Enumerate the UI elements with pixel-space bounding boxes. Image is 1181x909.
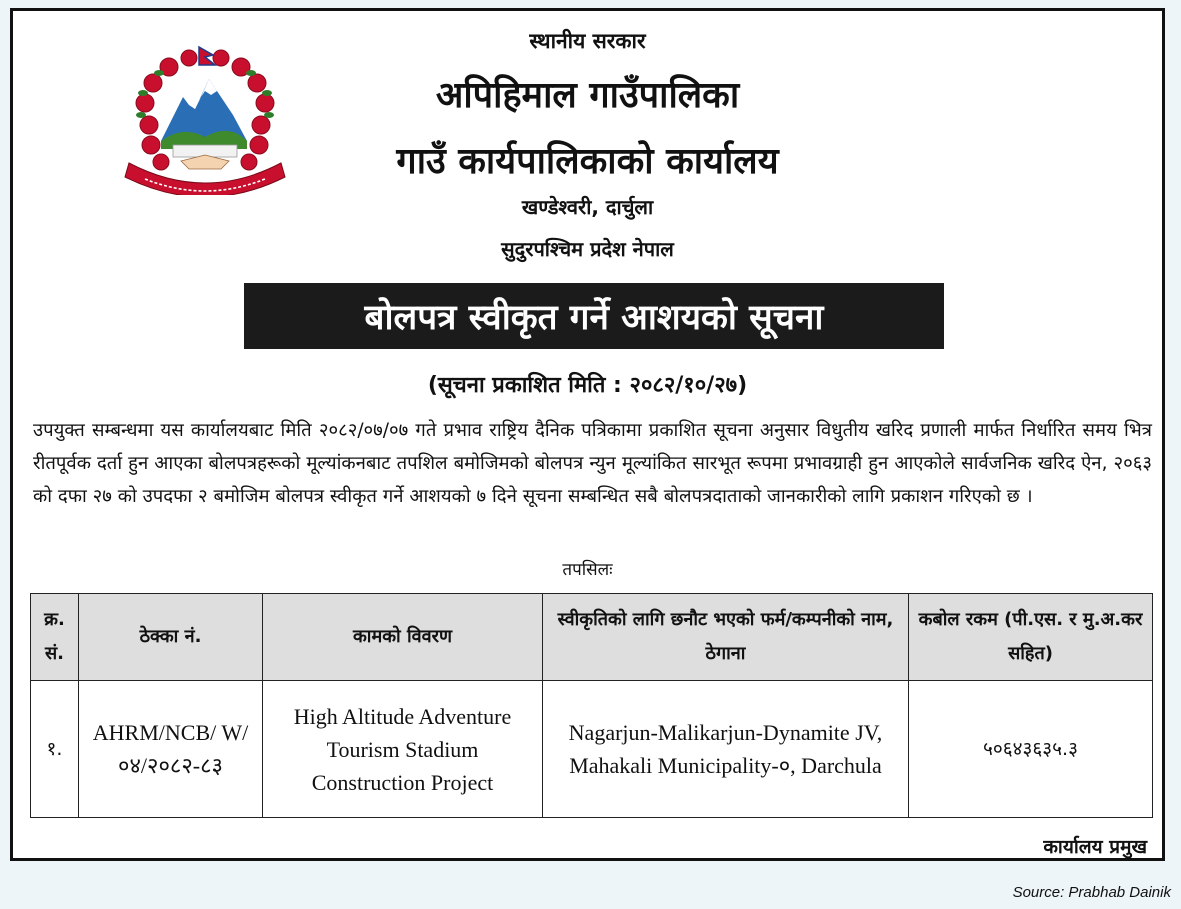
cell-firm: Nagarjun-Malikarjun-Dynamite JV, Mahakali Municipality-०, Darchula	[543, 681, 909, 818]
office-address: खण्डेश्वरी, दार्चुला	[521, 195, 654, 219]
province-name: सुदुरपश्चिम प्रदेश नेपाल	[501, 237, 674, 261]
award-table	[30, 593, 1153, 818]
table-header-row	[31, 594, 1153, 681]
cell-description: High Altitude Adventure Tourism Stadium Construction Project	[263, 681, 543, 818]
col-header-contract-no: ठेक्का नं.	[79, 594, 263, 681]
schedule-label: तपसिलः	[562, 560, 613, 580]
government-level-heading: स्थानीय सरकार	[529, 29, 646, 53]
office-name: गाउँ कार्यपालिकाको कार्यालय	[396, 141, 779, 182]
signer-title: कार्यालय प्रमुख	[1043, 836, 1147, 858]
cell-sn: १.	[31, 681, 79, 818]
notice-card	[10, 8, 1165, 861]
notice-title-banner: बोलपत्र स्वीकृत गर्ने आशयको सूचना	[244, 283, 944, 349]
published-date-line	[13, 369, 1162, 399]
published-date-label: (सूचना प्रकाशित मिति :	[427, 373, 622, 398]
col-header-firm: स्वीकृतिको लागि छनौट भएको फर्म/कम्पनीको नाम, ठेगाना	[543, 594, 909, 681]
municipality-name: अपिहिमाल गाउँपालिका	[435, 75, 740, 116]
cell-contract-no: AHRM/NCB/ W/०४/२०८२-८३	[79, 681, 263, 818]
col-header-description: कामको विवरण	[263, 594, 543, 681]
col-header-amount: कबोल रकम (पी.एस. र मु.अ.कर सहित)	[909, 594, 1153, 681]
source-credit: Source: Prabhab Dainik	[1012, 884, 1171, 901]
published-date-value: २०८२/१०/२७)	[629, 373, 748, 398]
col-header-sn: क्र. सं.	[31, 594, 79, 681]
cell-amount: ५०६४३६३५.३	[909, 681, 1153, 818]
notice-body-paragraph: उपयुक्त सम्बन्धमा यस कार्यालयबाट मिति २०८२/०७/०७ गते प्रभाव राष्ट्रिय दैनिक पत्रिकामा प्रकाशित सूचना अनुसार विधुतीय खरिद प्रणाली मार्फत निर्धारित समय भित्र रीतपूर्वक दर्ता हुन आएका बोलपत्रहरूको मूल्यांकनबाट तपशिल बमोजिमको बोलपत्र न्युन मूल्यांकित सारभूत रूपमा प्रभावग्राही हुन आएकोले सार्वजनिक खरिद ऐन, २०६३ को दफा २७ को उपदफा २ बमोजिम बोलपत्र स्वीकृत गर्ने आशयको ७ दिने सूचना सम्बन्धित सबै बोलपत्रदाताको जानकारीको लागि प्रकाशन गरिएको छ ।	[33, 420, 1152, 507]
table-row	[31, 681, 1153, 818]
